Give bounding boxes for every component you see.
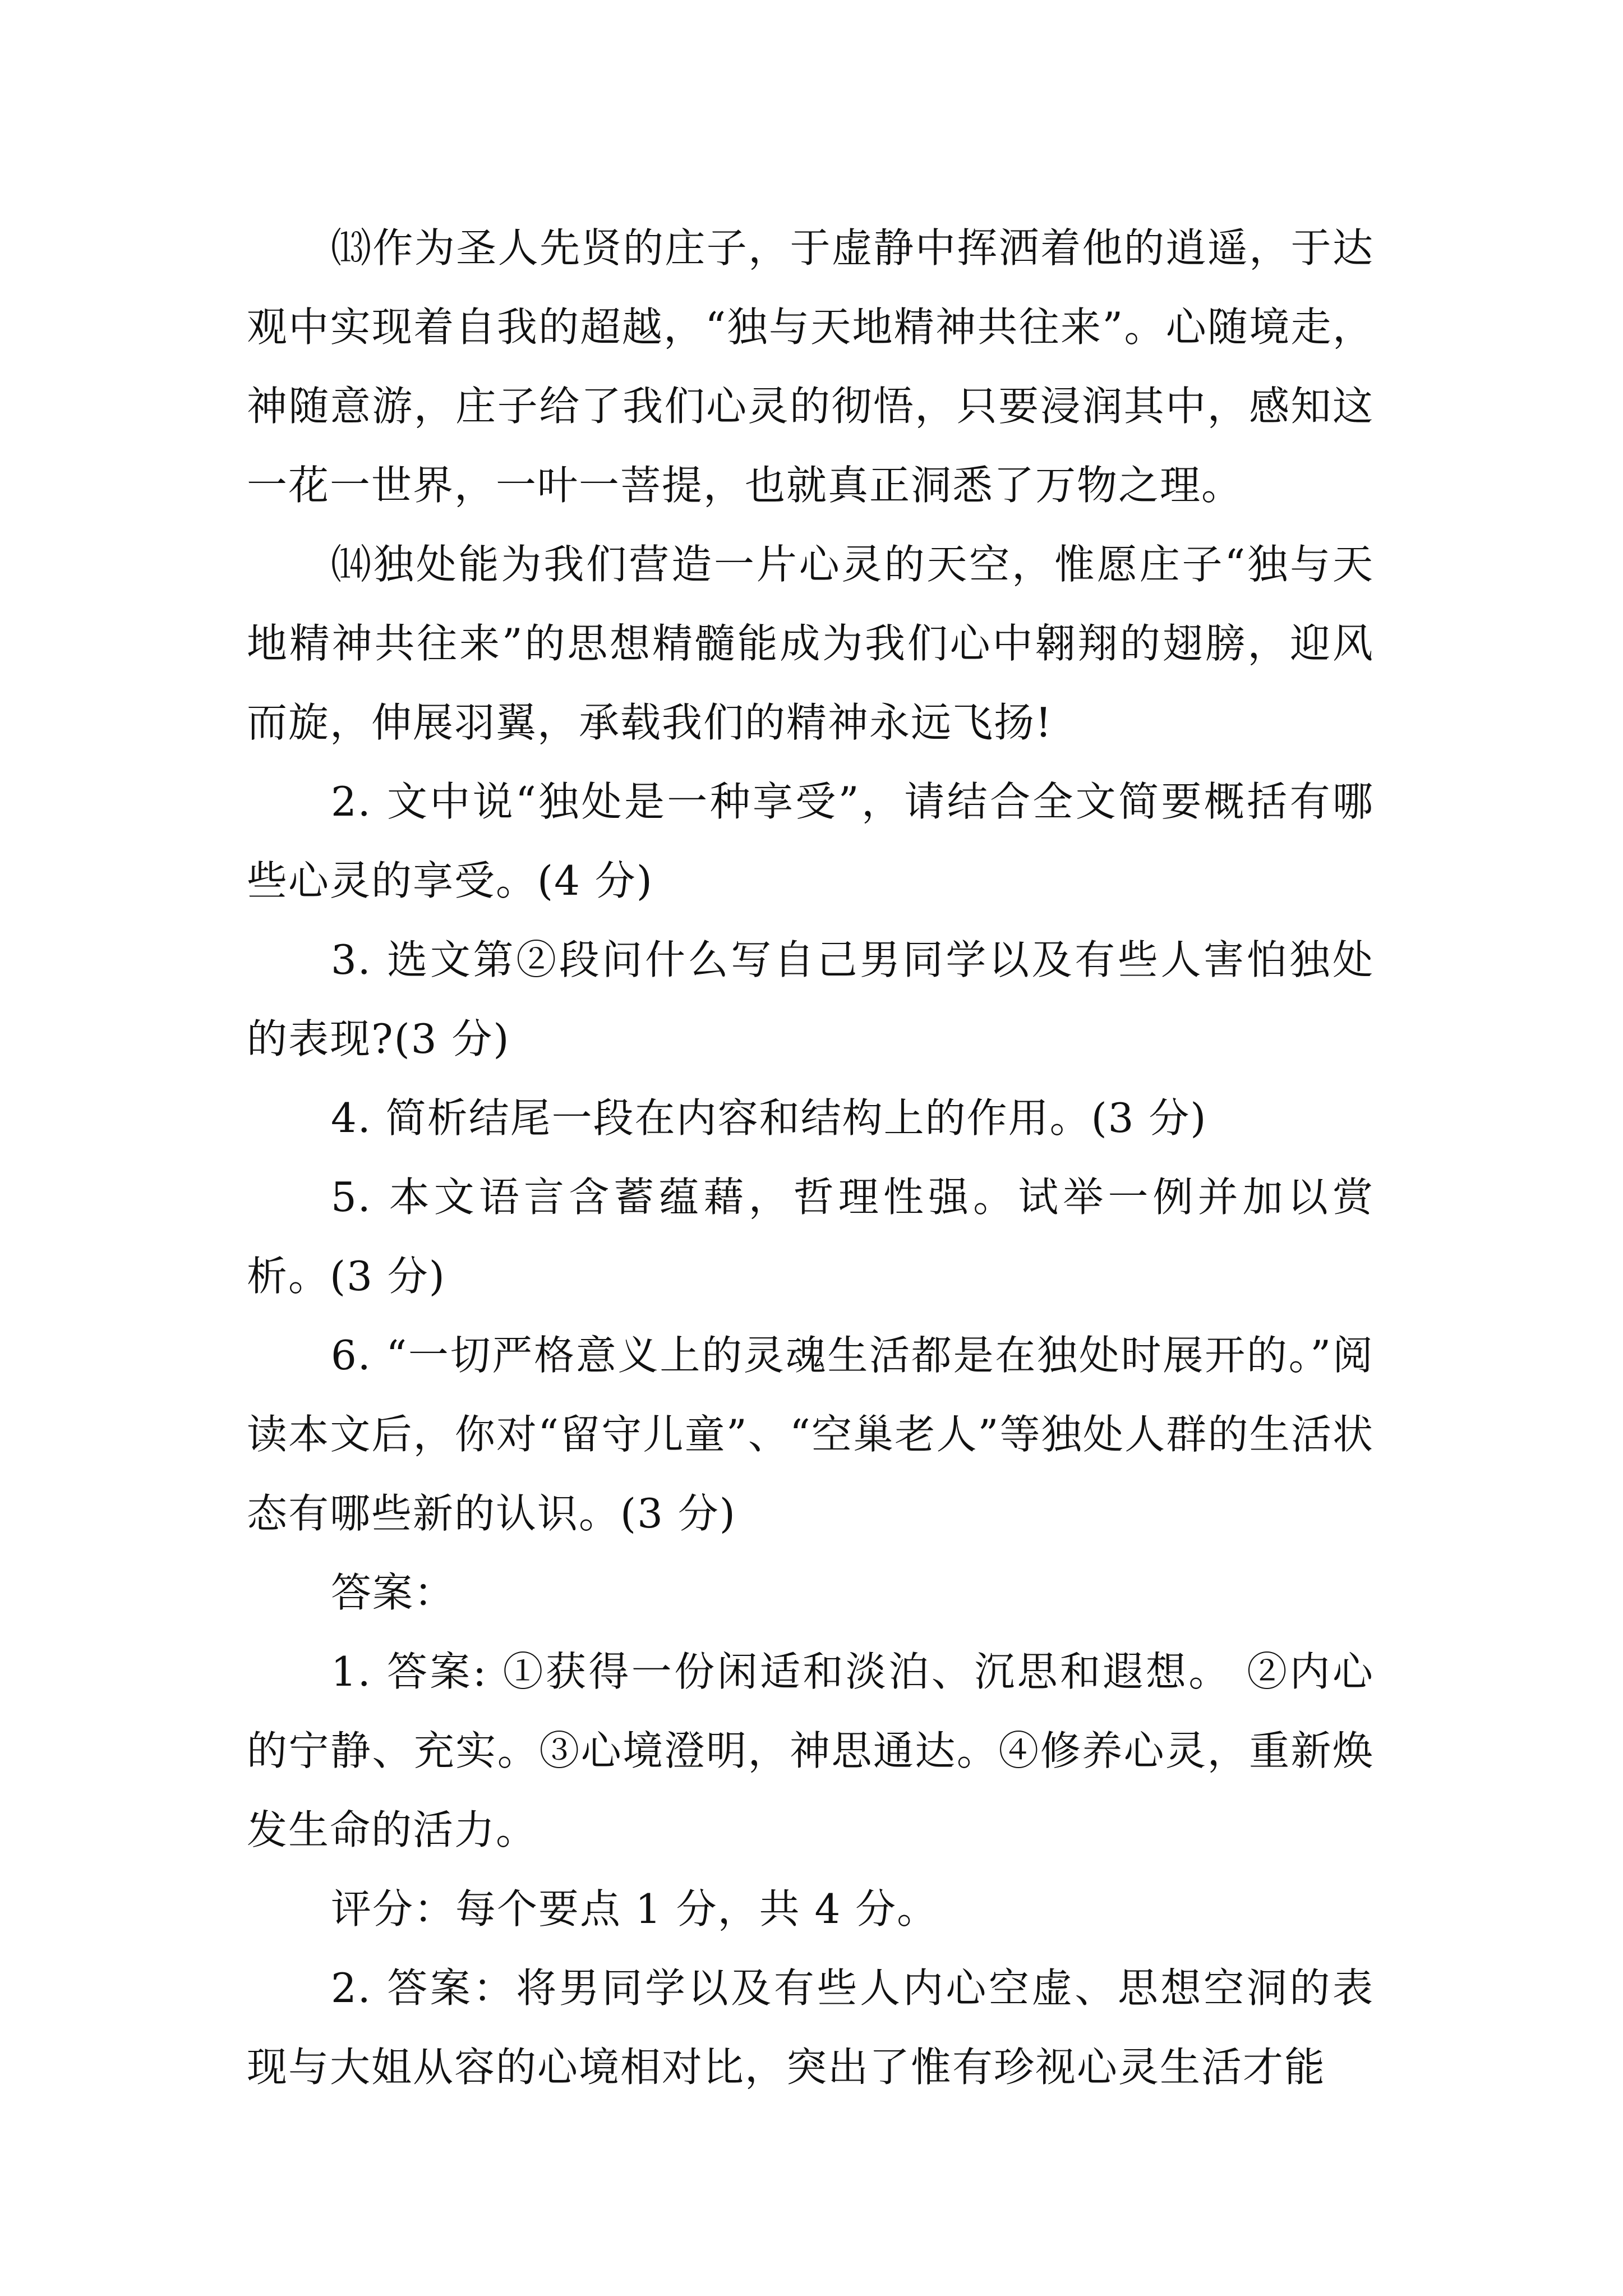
question-5: 5. 本文语言含蓄蕴藉，哲理性强。试举一例并加以赏析。(3 分)	[247, 1174, 1374, 1300]
paragraph-13: ⒀作为圣人先贤的庄子，于虚静中挥洒着他的逍遥，于达观中实现着自我的超越，“独与天地精神共往来”。心随境走，神随意游，庄子给了我们心灵的彻悟，只要浸润其中，感知这一花一世界，一叶一菩提，也就真正洞悉了万物之理。	[247, 224, 1374, 509]
answers-heading: 答案：	[331, 1569, 456, 1616]
scoring-note: 评分：每个要点 1 分，共 4 分。	[331, 1885, 939, 1932]
answer-2: 2. 答案：将男同学以及有些人内心空虚、思想空洞的表现与大姐从容的心境相对比，突出了惟有珍视心灵生活才能	[247, 1964, 1374, 2091]
document-body	[247, 209, 1374, 2107]
question-2: 2. 文中说“独处是一种享受”，请结合全文简要概括有哪些心灵的享受。(4 分)	[247, 778, 1374, 904]
question-6: 6. “一切严格意义上的灵魂生活都是在独处时展开的。”阅读本文后，你对“留守儿童”、“空巢老人”等独处人群的生活状态有哪些新的认识。(3 分)	[247, 1332, 1374, 1537]
paragraph-14: ⒁独处能为我们营造一片心灵的天空，惟愿庄子“独与天地精神共往来”的思想精髓能成为我们心中翱翔的翅膀，迎风而旋，伸展羽翼，承载我们的精神永远飞扬!	[247, 541, 1374, 746]
question-4: 4. 简析结尾一段在内容和结构上的作用。(3 分)	[331, 1094, 1207, 1142]
question-3: 3. 选文第②段问什么写自己男同学以及有些人害怕独处的表现?(3 分)	[247, 936, 1374, 1062]
answer-1: 1. 答案: ①获得一份闲适和淡泊、沉思和遐想。 ②内心的宁静、充实。③心境澄明，神思通达。④修养心灵，重新焕发生命的活力。	[247, 1648, 1374, 1853]
